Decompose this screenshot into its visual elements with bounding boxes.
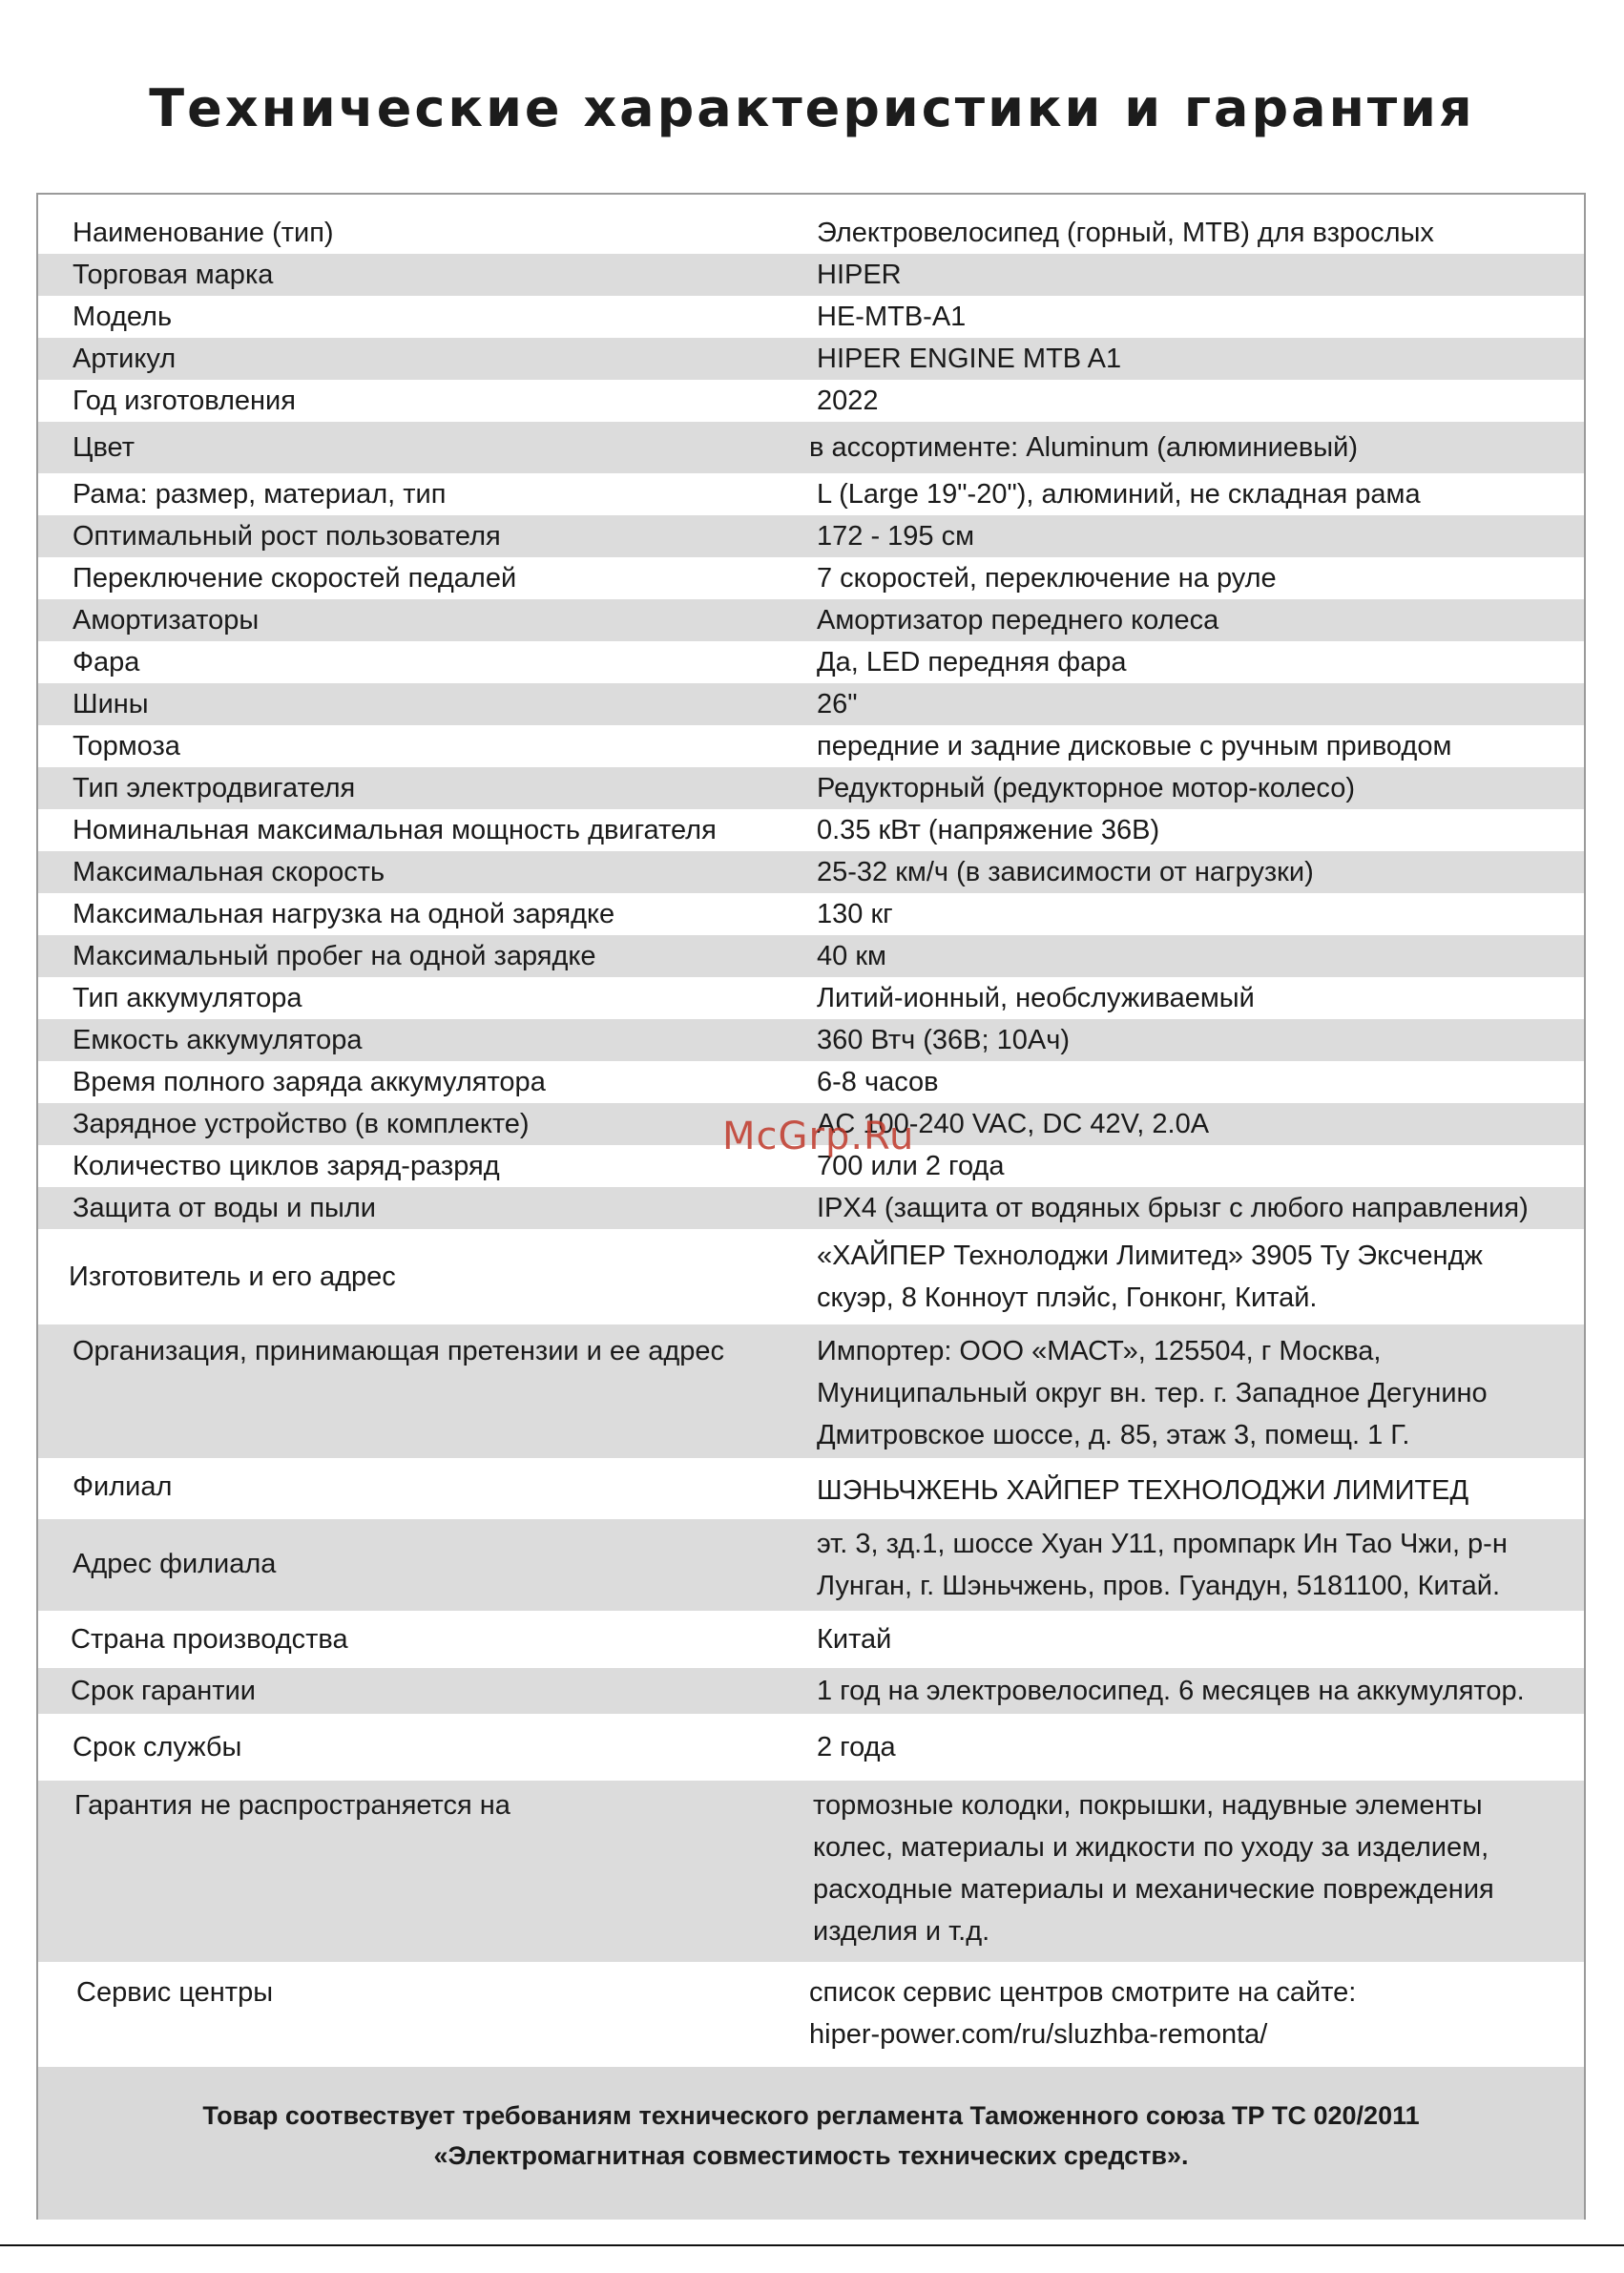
spec-value: AC 100-240 VAC, DC 42V, 2.0A [817,1109,1210,1139]
warranty-exclusions-line: расходные материалы и механические повреждения [813,1874,1494,1905]
spec-row [38,473,1584,515]
branch-address-line: Лунган, г. Шэньчжень, пров. Гуандун, 5181100, Китай. [817,1571,1501,1601]
service-centers-link[interactable]: hiper-power.com/ru/sluzhba-remonta/ [809,2019,1268,2050]
spec-row [38,338,1584,380]
spec-value: передние и задние дисковые с ручным приводом [817,731,1452,761]
manufacturer-line: скуэр, 8 Конноут плэйс, Гонконг, Китай. [817,1282,1318,1313]
spec-row [38,893,1584,935]
spec-label: Тип электродвигателя [73,773,356,803]
spec-label: Защита от воды и пыли [73,1193,376,1223]
spec-label: Емкость аккумулятора [73,1025,363,1055]
service-centers-label: Сервис центры [76,1977,274,2008]
warranty-exclusions-label: Гарантия не распространяется на [74,1790,510,1821]
spec-row [38,851,1584,893]
spec-row [38,422,1584,473]
spec-row [38,683,1584,725]
spec-value: L (Large 19"-20"), алюминий, не складная рама [817,479,1421,510]
service-life-label: Срок службы [73,1732,242,1762]
spec-row [38,725,1584,767]
spec-row [38,515,1584,557]
spec-value: 360 Втч (36В; 10Ач) [817,1025,1071,1055]
spec-value: Амортизатор переднего колеса [817,605,1219,636]
spec-row [38,599,1584,641]
spec-value: HIPER ENGINE MTB A1 [817,344,1122,374]
spec-value: Литий-ионный, необслуживаемый [817,983,1255,1013]
spec-label: Цвет [73,432,135,463]
spec-row [38,1061,1584,1103]
spec-value: 25-32 км/ч (в зависимости от нагрузки) [817,857,1314,887]
spec-label: Наименование (тип) [73,218,334,248]
service-centers-row [38,1962,1584,2061]
spec-label: Переключение скоростей педалей [73,563,517,594]
branch-address-label: Адрес филиала [73,1549,277,1579]
specs-table [36,193,1586,2220]
spec-label: Максимальная скорость [73,857,385,887]
manufacturer-label: Изготовитель и его адрес [69,1262,396,1292]
spec-label: Рама: размер, материал, тип [73,479,447,510]
spec-value: 2022 [817,386,879,416]
spec-row [38,212,1584,254]
branch-value: ШЭНЬЧЖЕНЬ ХАЙПЕР ТЕХНОЛОДЖИ ЛИМИТЕД [817,1475,1469,1506]
spec-value: Электровелосипед (горный, МТВ) для взрослых [817,218,1434,248]
spec-row [38,254,1584,296]
spec-label: Шины [73,689,149,719]
branch-address-row [38,1519,1584,1611]
spec-value: HIPER [817,260,902,290]
service-life-row [38,1714,1584,1781]
claims-org-line: Муниципальный округ вн. тер. г. Западное Дегунино [817,1378,1488,1408]
country-value: Китай [817,1624,892,1655]
spec-label: Максимальная нагрузка на одной зарядке [73,899,615,929]
warranty-exclusions-row [38,1781,1584,1962]
spec-row [38,767,1584,809]
manufacturer-row [38,1229,1584,1324]
spec-row [38,296,1584,338]
spec-label: Максимальный пробег на одной зарядке [73,941,596,971]
spec-value: 172 - 195 см [817,521,975,552]
spec-value: 0.35 кВт (напряжение 36В) [817,815,1160,845]
warranty-label: Срок гарантии [71,1676,256,1706]
spec-row [38,557,1584,599]
spec-label: Год изготовления [73,386,296,416]
claims-org-row [38,1324,1584,1458]
spec-value: 6-8 часов [817,1067,939,1097]
spec-label: Оптимальный рост пользователя [73,521,501,552]
branch-row [38,1458,1584,1519]
spec-label: Модель [73,302,173,332]
watermark: McGrp.Ru [722,1115,915,1158]
spec-label: Тип аккумулятора [73,983,302,1013]
service-life-value: 2 года [817,1732,896,1762]
compliance-line: Товар соотвествует требованиям технического регламента Таможенного союза ТР ТС 020/2011 [202,2101,1420,2130]
warranty-exclusions-line: изделия и т.д. [813,1916,990,1947]
warranty-value: 1 год на электровелосипед. 6 месяцев на аккумулятор. [817,1676,1525,1706]
compliance-footer [38,2067,1584,2220]
spec-label: Время полного заряда аккумулятора [73,1067,546,1097]
country-label: Страна производства [71,1624,348,1655]
claims-org-line: Дмитровское шоссе, д. 85, этаж 3, помещ. 1 Г. [817,1420,1410,1450]
warranty-row [38,1668,1584,1714]
divider [0,2244,1624,2246]
spec-label: Торговая марка [73,260,274,290]
spec-value: 26" [817,689,858,719]
spec-value: 40 км [817,941,886,971]
spec-value: 700 или 2 года [817,1151,1005,1181]
spec-row [38,935,1584,977]
branch-address-line: эт. 3, зд.1, шоссе Хуан У11, промпарк Ин Тао Чжи, р-н [817,1529,1508,1559]
spec-value: 7 скоростей, переключение на руле [817,563,1277,594]
warranty-exclusions-line: колес, материалы и жидкости по уходу за изделием, [813,1832,1489,1863]
spec-value: в ассортименте: Aluminum (алюминиевый) [809,432,1359,463]
spec-label: Зарядное устройство (в комплекте) [73,1109,530,1139]
spec-label: Амортизаторы [73,605,260,636]
service-centers-line: список сервис центров смотрите на сайте: [809,1977,1357,2008]
spec-label: Фара [73,647,140,678]
spec-value: HE-MTB-A1 [817,302,967,332]
branch-label: Филиал [73,1471,173,1502]
claims-org-line: Импортер: ООО «МАСТ», 125504, г Москва, [817,1336,1382,1366]
spec-value: 130 кг [817,899,893,929]
spec-value: Редукторный (редукторное мотор-колесо) [817,773,1356,803]
spec-value: Да, LED передняя фара [817,647,1127,678]
spec-row [38,809,1584,851]
spec-label: Артикул [73,344,177,374]
spec-value: IPX4 (защита от водяных брызг с любого направления) [817,1193,1529,1223]
spec-row [38,380,1584,422]
spec-row [38,641,1584,683]
compliance-line: «Электромагнитная совместимость технических средств». [433,2141,1189,2170]
claims-org-label: Организация, принимающая претензии и ее адрес [73,1336,725,1366]
manufacturer-line: «ХАЙПЕР Технолоджи Лимитед» 3905 Ту Эксчендж [817,1241,1483,1271]
warranty-exclusions-line: тормозные колодки, покрышки, надувные элементы [813,1790,1483,1821]
spec-label: Номинальная максимальная мощность двигателя [73,815,717,845]
spec-row [38,1187,1584,1229]
spec-row [38,977,1584,1019]
spec-row [38,1019,1584,1061]
page-title: Технические характеристики и гарантия [149,78,1475,138]
spec-label: Тормоза [73,731,180,761]
spec-label: Количество циклов заряд-разряд [73,1151,500,1181]
country-row [38,1611,1584,1668]
